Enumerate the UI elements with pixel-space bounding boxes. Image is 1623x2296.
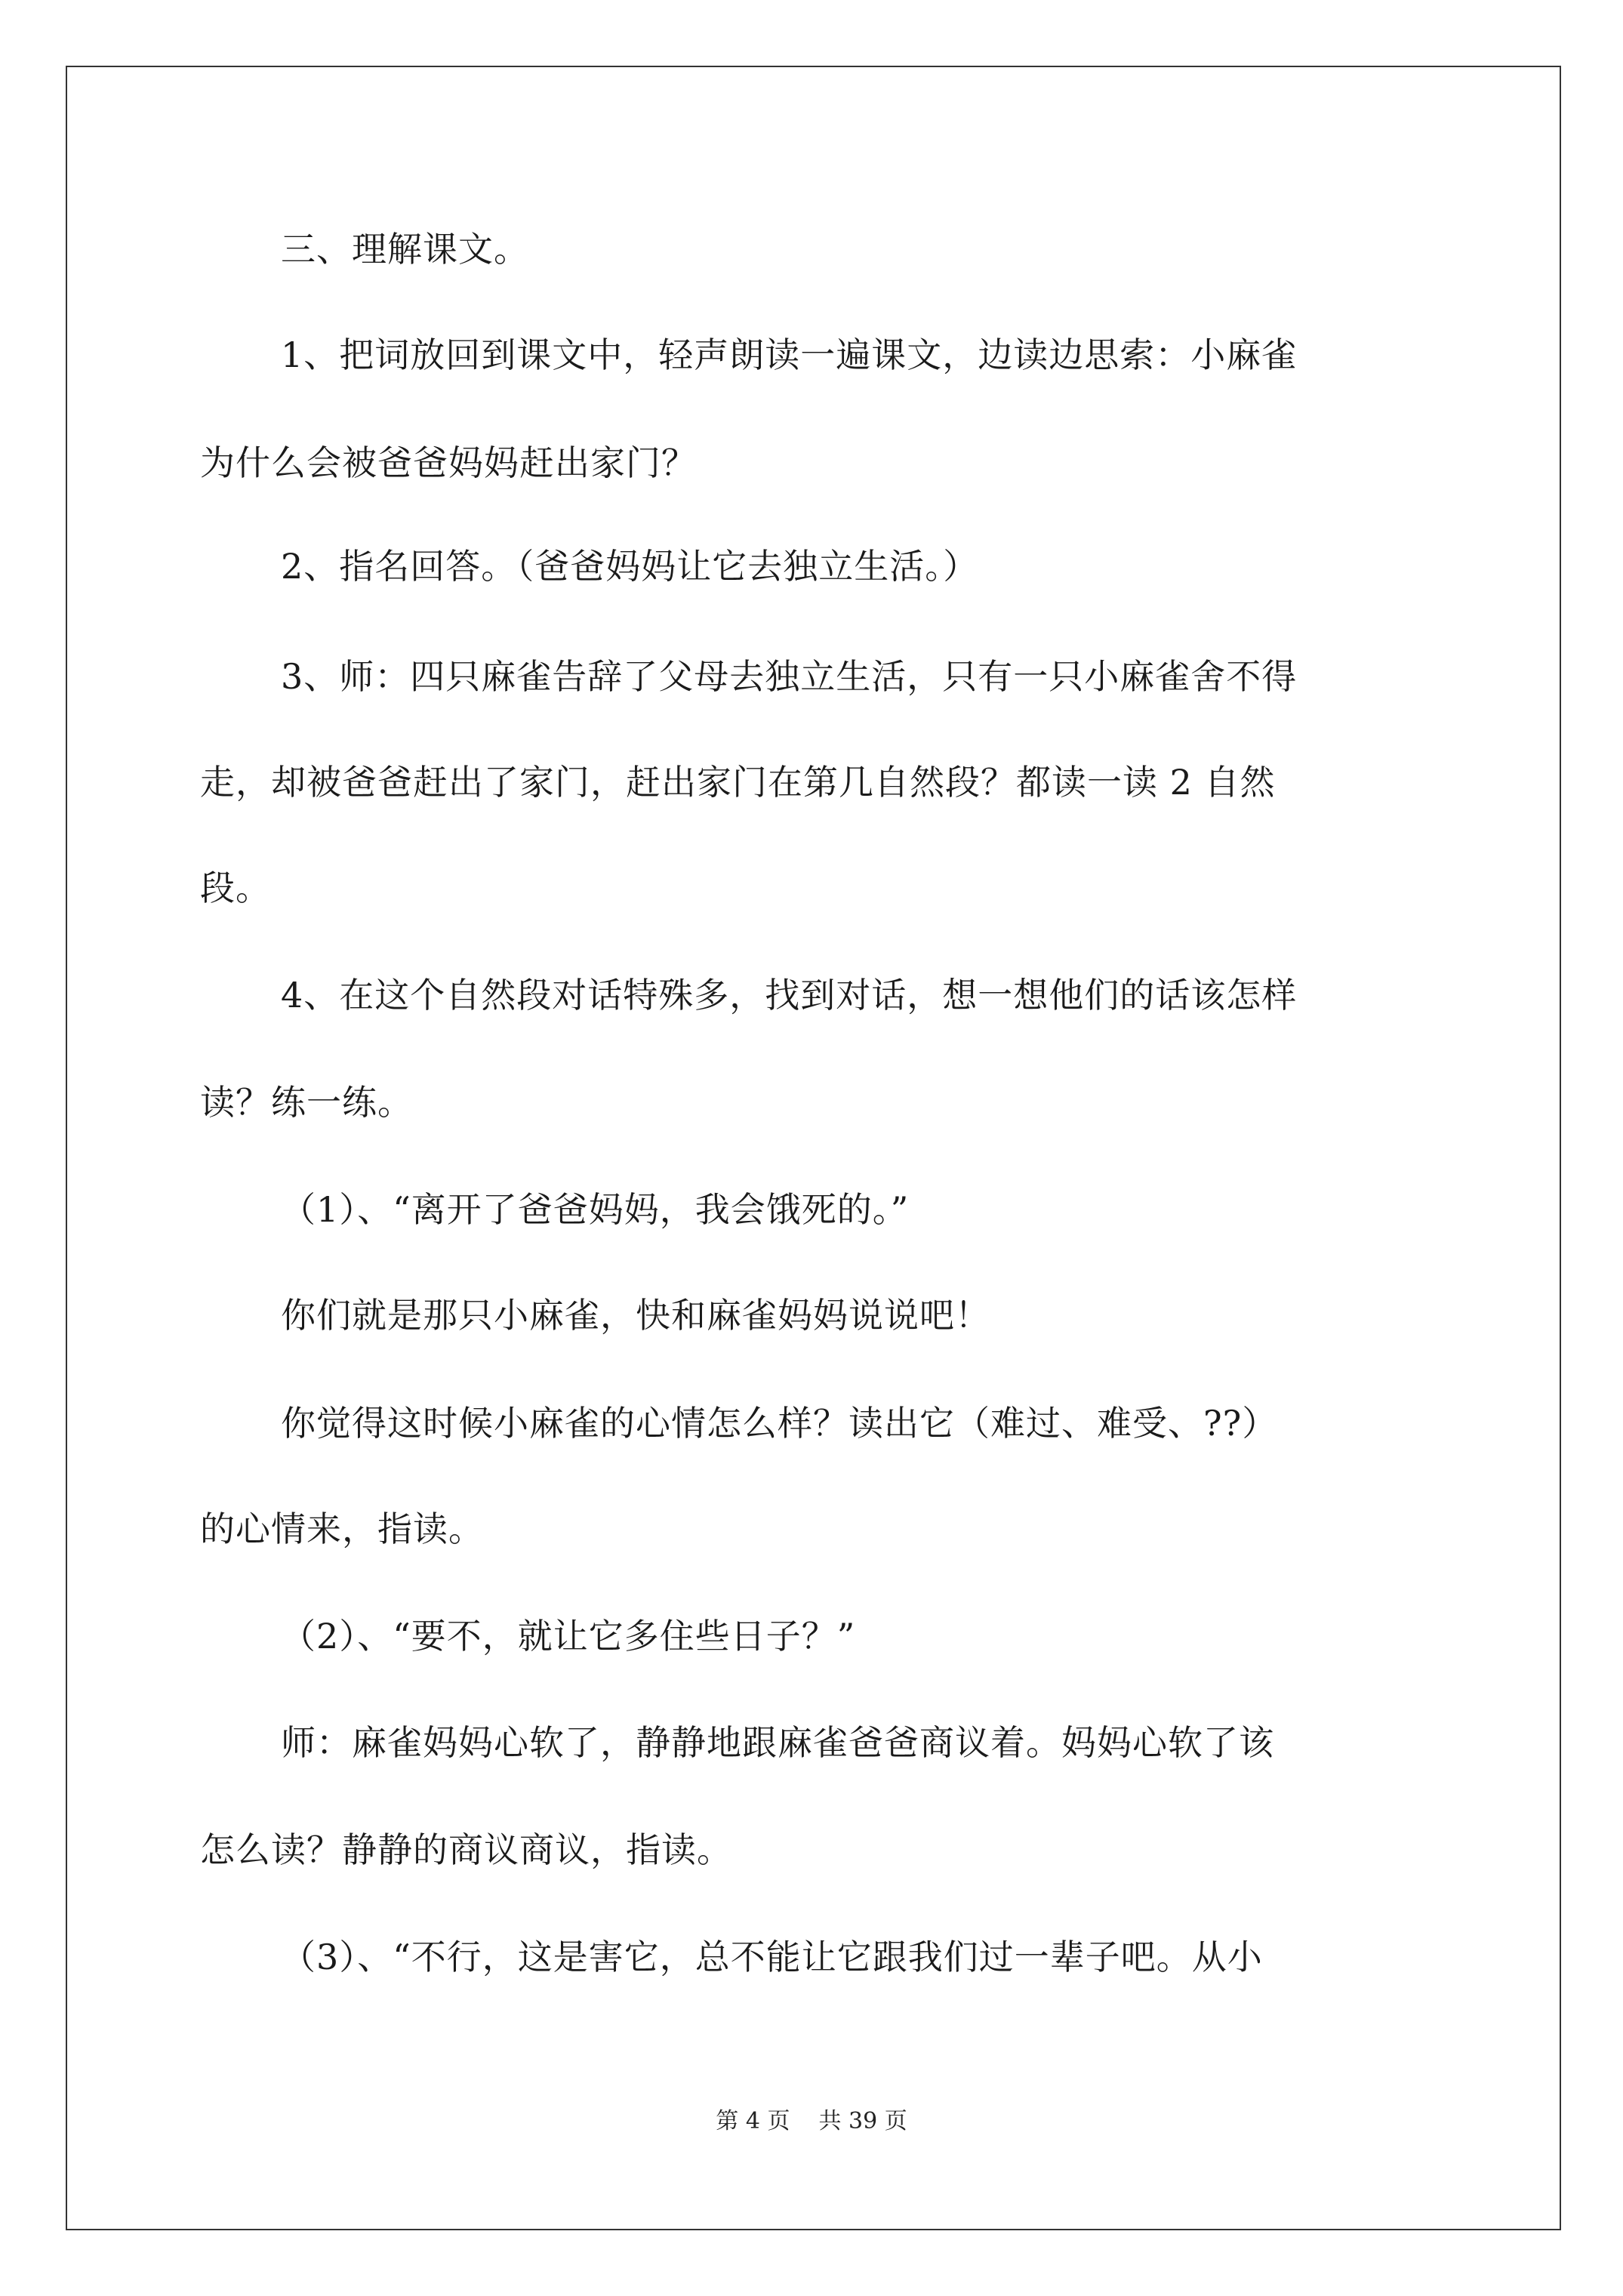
paragraph-line: 你觉得这时候小麻雀的心情怎么样？读出它（难过、难受、??） xyxy=(281,1403,1278,1444)
paragraph-line: 师：麻雀妈妈心软了，静静地跟麻雀爸爸商议着。妈妈心软了该 xyxy=(281,1722,1274,1763)
paragraph-line: 三、理解课文。 xyxy=(281,229,529,270)
page-footer xyxy=(0,2106,1623,2137)
paragraph-line: 3、师：四只麻雀告辞了父母去独立生活，只有一只小麻雀舍不得 xyxy=(281,656,1298,697)
page-total: 共 39 页 xyxy=(818,2108,907,2134)
paragraph-line: （3）、“不行，这是害它，总不能让它跟我们过一辈子吧。从小 xyxy=(281,1937,1263,1977)
paragraph-line: 走，却被爸爸赶出了家门，赶出家门在第几自然段？都读一读 2 自然 xyxy=(200,762,1276,803)
paragraph-line: 怎么读？静静的商议商议，指读。 xyxy=(200,1829,732,1870)
page-number: 第 4 页 xyxy=(716,2108,790,2134)
paragraph-line: 段。 xyxy=(200,868,271,908)
paragraph-line: 4、在这个自然段对话特殊多，找到对话，想一想他们的话该怎样 xyxy=(281,975,1298,1015)
paragraph-line: 读？练一练。 xyxy=(200,1082,413,1123)
paragraph-line: 1、把词放回到课文中，轻声朗读一遍课文，边读边思索：小麻雀 xyxy=(281,334,1298,375)
paragraph-line: （2）、“要不，就让它多住些日子？” xyxy=(281,1616,856,1657)
paragraph-line: 你们就是那只小麻雀，快和麻雀妈妈说说吧！ xyxy=(281,1295,990,1336)
page-border xyxy=(66,66,1561,2230)
paragraph-line: （1）、“离开了爸爸妈妈，我会饿死的。” xyxy=(281,1189,910,1230)
paragraph-line: 的心情来，指读。 xyxy=(200,1509,484,1549)
paragraph-line: 为什么会被爸爸妈妈赶出家门？ xyxy=(200,442,697,483)
paragraph-line: 2、指名回答。（爸爸妈妈让它去独立生活。） xyxy=(281,546,979,587)
